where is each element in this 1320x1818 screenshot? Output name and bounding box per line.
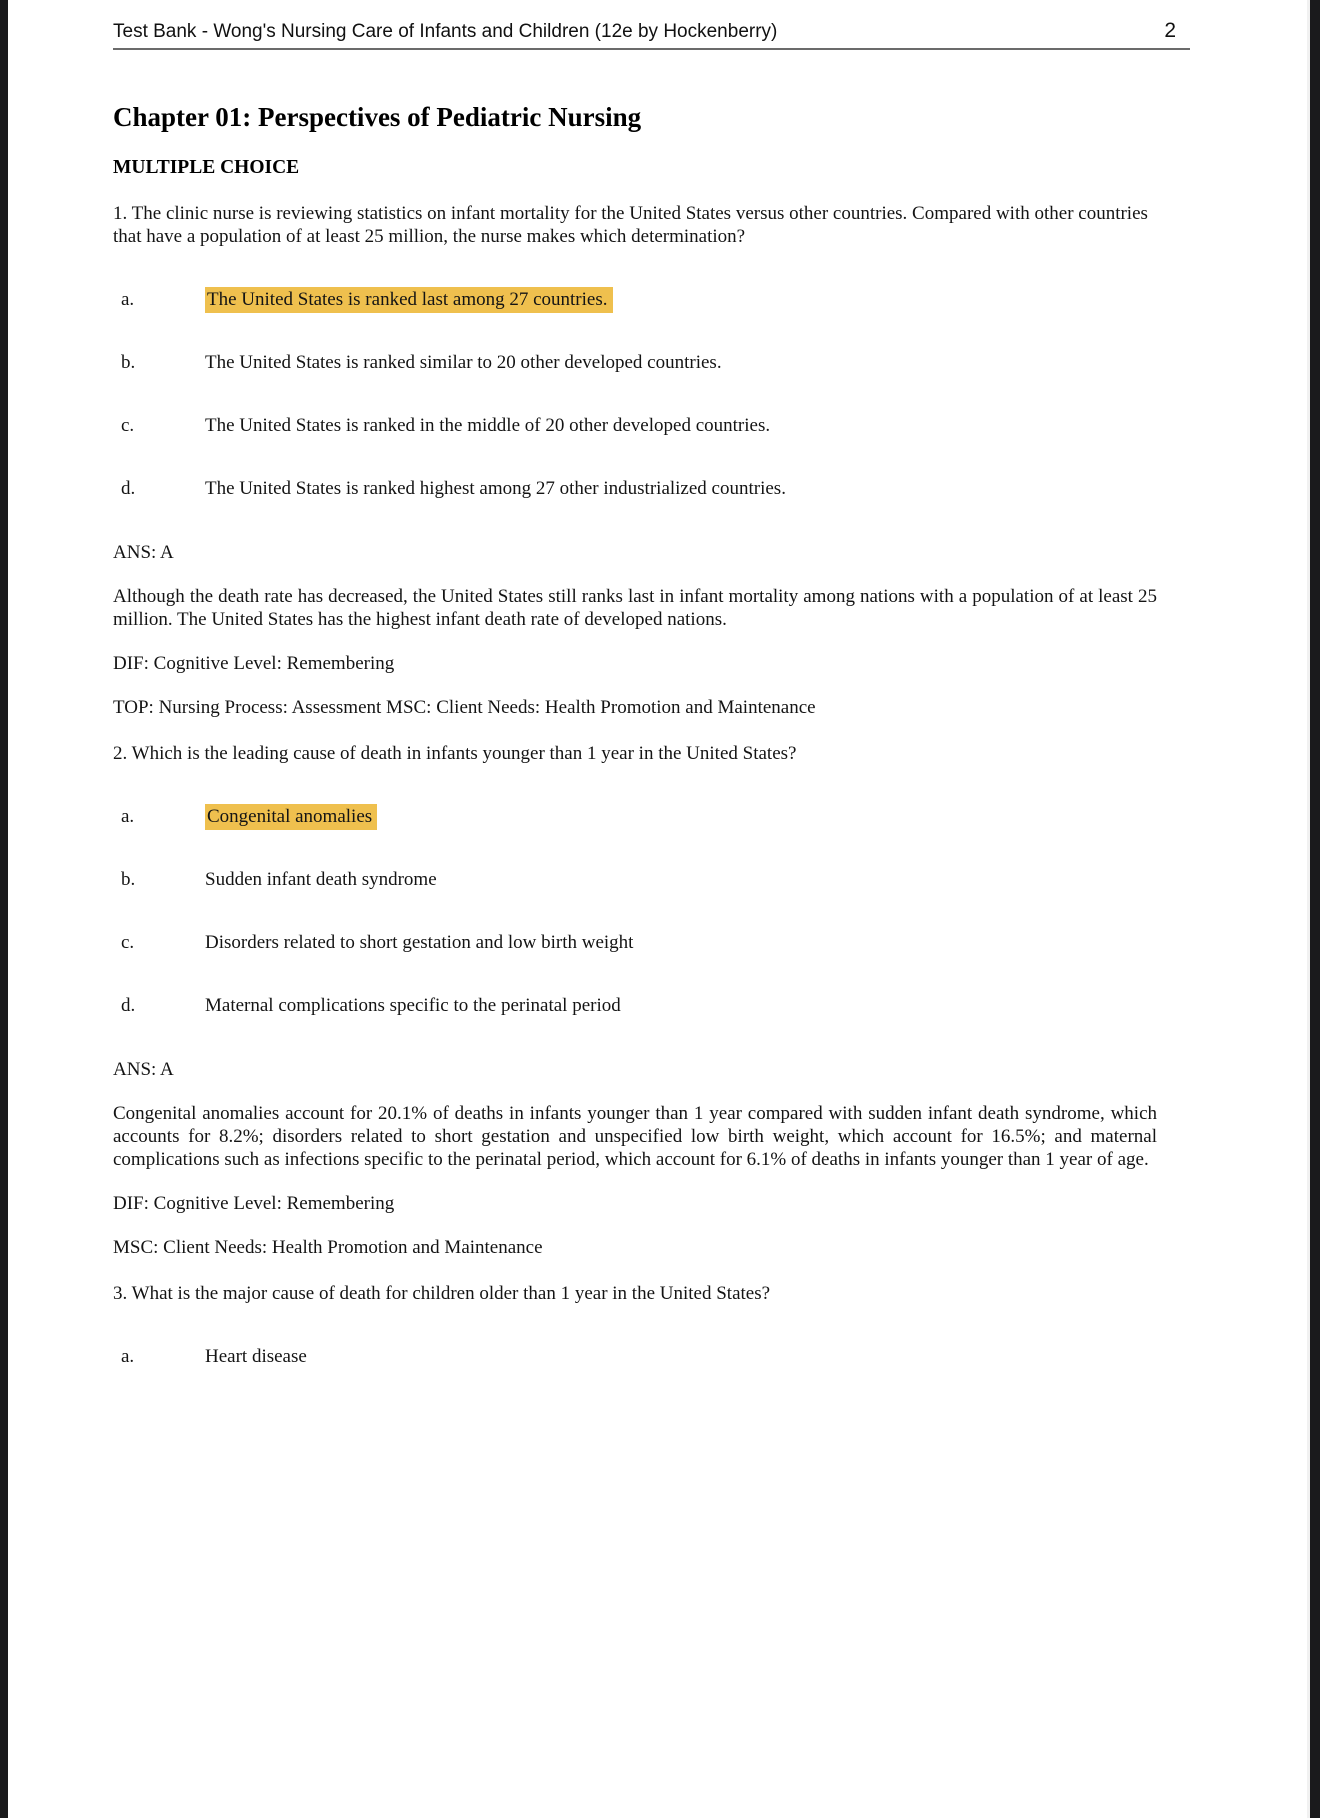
chapter-title: Chapter 01: Perspectives of Pediatric Nursing	[113, 102, 642, 132]
page-header	[113, 0, 1190, 50]
questions	[113, 202, 1157, 1368]
options-list	[113, 288, 1157, 500]
answer-line: ANS: A	[113, 1059, 174, 1080]
options-list	[113, 1345, 1157, 1368]
option-letter: c.	[121, 415, 135, 436]
option-row	[113, 931, 1157, 954]
question-stem: 2. Which is the leading cause of death in infants younger than 1 year in the United States?	[113, 743, 797, 764]
option-row	[113, 994, 1157, 1017]
option-text: The United States is ranked last among 27 countries.	[205, 288, 1157, 311]
option-text: Maternal complications specific to the perinatal period	[205, 995, 621, 1016]
question-block	[113, 1282, 1157, 1368]
meta-line: DIF: Cognitive Level: Remembering	[113, 653, 395, 674]
meta-line: TOP: Nursing Process: Assessment MSC: Client Needs: Health Promotion and Maintenance	[113, 697, 816, 718]
option-row	[113, 414, 1157, 437]
option-letter: a.	[121, 289, 135, 310]
page-content	[113, 101, 1157, 1368]
answer-line: ANS: A	[113, 542, 174, 563]
option-row	[113, 805, 1157, 828]
question-block	[113, 742, 1157, 1259]
option-letter: a.	[121, 806, 135, 827]
option-text: The United States is ranked similar to 20 other developed countries.	[205, 352, 722, 373]
option-letter: b.	[121, 352, 136, 373]
viewer-edge-right	[1310, 0, 1320, 1818]
meta-lines	[113, 652, 1157, 719]
meta-line: DIF: Cognitive Level: Remembering	[113, 1193, 395, 1214]
question-block	[113, 202, 1157, 719]
option-text: The United States is ranked in the middle of 20 other developed countries.	[205, 415, 771, 436]
option-row	[113, 288, 1157, 311]
page-header-title: Test Bank - Wong's Nursing Care of Infants and Children (12e by Hockenberry)	[113, 21, 778, 42]
page-number: 2	[1164, 19, 1176, 42]
document-page	[8, 0, 1307, 1818]
option-letter: d.	[121, 995, 136, 1016]
option-row	[113, 868, 1157, 891]
rationale-text: Although the death rate has decreased, the United States still ranks last in infant mortality among nations with a population of at least 25 million. The United States has the highest infant death rate of developed nations.	[113, 586, 1157, 630]
option-row	[113, 477, 1157, 500]
option-text: Sudden infant death syndrome	[205, 869, 437, 890]
meta-line: MSC: Client Needs: Health Promotion and Maintenance	[113, 1237, 543, 1258]
option-letter: b.	[121, 869, 136, 890]
option-text: Disorders related to short gestation and low birth weight	[205, 932, 634, 953]
option-row	[113, 1345, 1157, 1368]
question-stem: 3. What is the major cause of death for children older than 1 year in the United States?	[113, 1283, 771, 1304]
question-stem: 1. The clinic nurse is reviewing statistics on infant mortality for the United States versus other countries. Compared with other countries that have a population of at least 25 million, the nurse makes which determination?	[113, 203, 1148, 247]
options-list	[113, 805, 1157, 1017]
option-letter: d.	[121, 478, 136, 499]
option-text: The United States is ranked highest among 27 other industrialized countries.	[205, 478, 786, 499]
option-letter: c.	[121, 932, 135, 953]
option-text: Congenital anomalies	[205, 805, 1157, 828]
option-row	[113, 351, 1157, 374]
viewer-edge-left	[0, 0, 8, 1818]
option-text: Heart disease	[205, 1346, 307, 1367]
option-letter: a.	[121, 1346, 135, 1367]
rationale-text: Congenital anomalies account for 20.1% of deaths in infants younger than 1 year compared with sudden infant death syndrome, which accounts for 8.2%; disorders related to short gestation and unspecified low birth weight, which account for 16.5%; and maternal complications such as infections specific to the perinatal period, which account for 6.1% of deaths in infants younger than 1 year of age.	[113, 1103, 1157, 1170]
meta-lines	[113, 1192, 1157, 1259]
section-heading: MULTIPLE CHOICE	[113, 157, 300, 178]
